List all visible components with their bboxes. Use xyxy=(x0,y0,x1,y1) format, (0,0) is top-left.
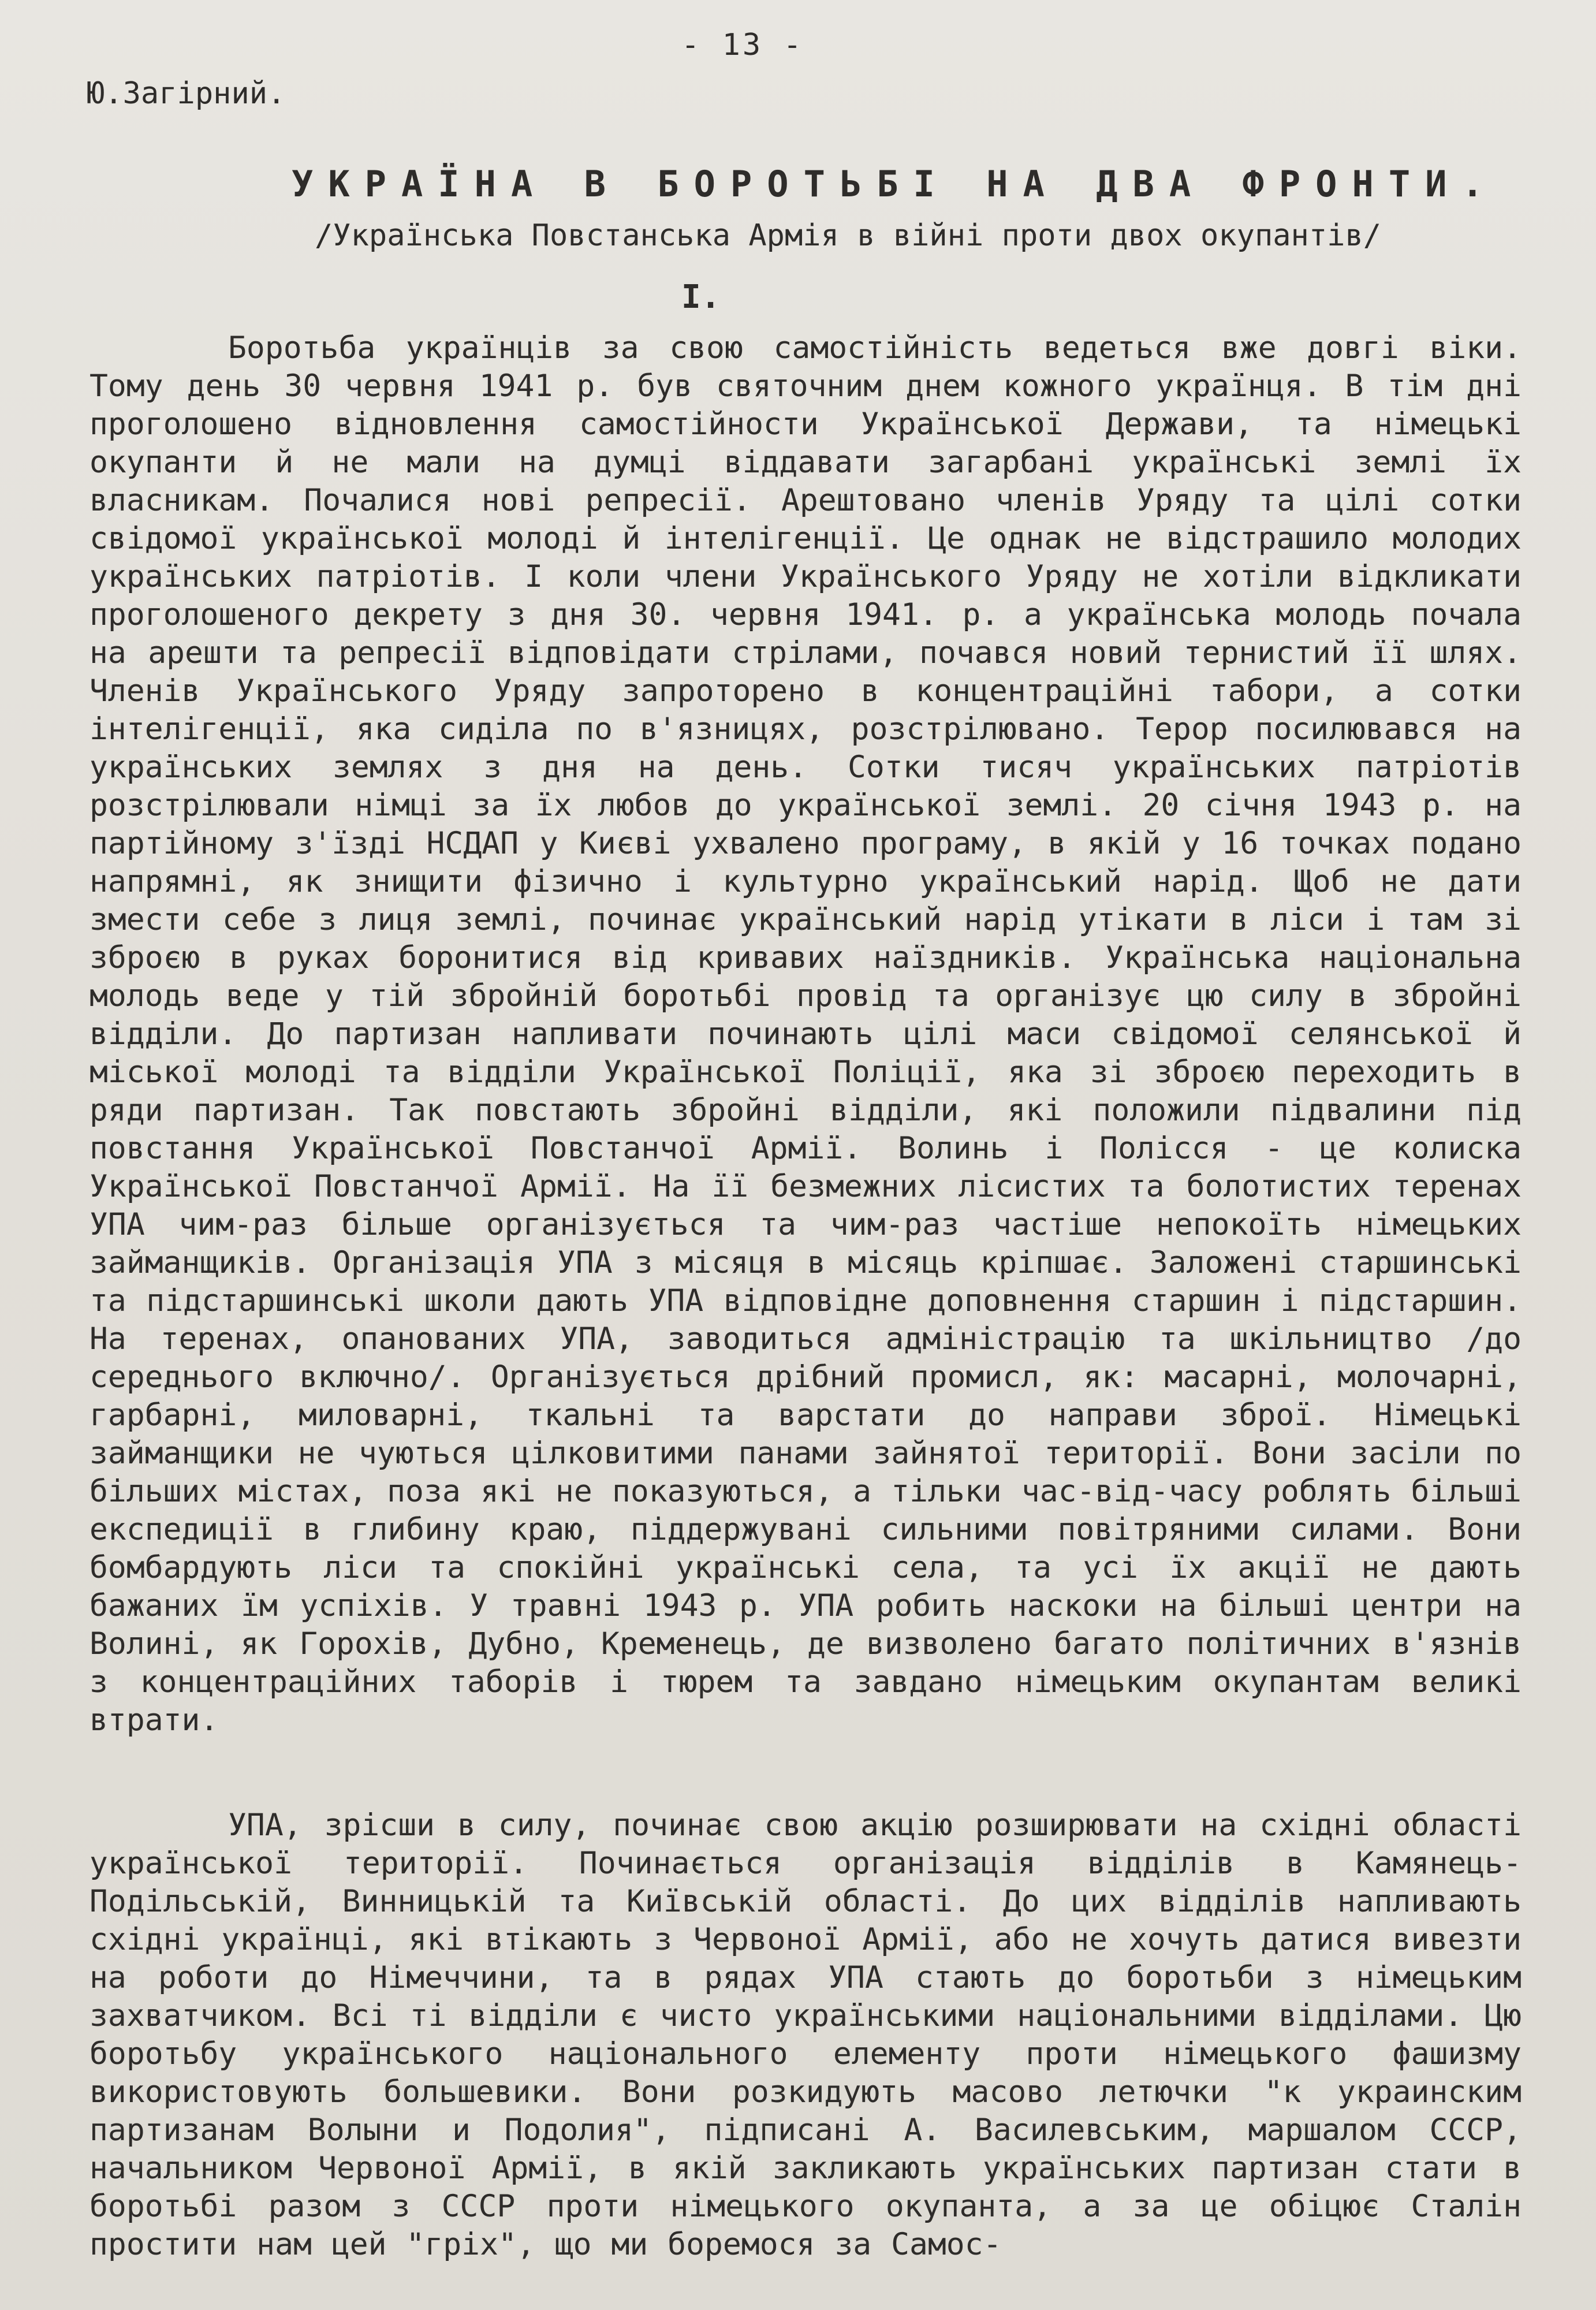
body-paragraph-2 xyxy=(90,1806,1522,2264)
document-title: УКРАЇНА В БОРОТЬБІ НА ДВА ФРОНТИ. xyxy=(292,163,1498,205)
page-number: - 13 - xyxy=(681,28,804,62)
paragraph-text: Боротьба українців за свою самостійність ведеться вже довгі віки. Тому день 30 червня 1941 р. був святочним днем кожного українця. В тім дні проголошено відновлення самостійности Української Держави, та німецькі окупанти й не мали на думці віддавати загарбані українські землі їх власникам. Почалися нові репресії. Арештовано членів Уряду та цілі сотки свідомої української молоді й інтелігенції. Це однак не відстрашило молодих українських патріотів. І коли члени Українського Уряду не хотіли відкликати проголошеного декрету з дня 30. червня 1941. р. а українська молодь почала на арешти та репресії відповідати стрілами, почався новий тернистий її шлях. Членів Українського Уряду запроторено в концентраційні табори, а сотки інтелігенції, яка сиділа по в'язницях, розстрілювано. Терор посилювався на українських землях з дня на день. Сотки тисяч українських патріотів розстрілювали німці за їх любов до української землі. 20 січня 1943 р. на партійному з'їзді НСДАП у Києві ухвалено програму, в якій у 16 точках подано напрямні, як знищити фізично і культурно український нарід. Щоб не дати змести себе з лиця землі, починає український нарід утікати в ліси і там зі зброєю в руках боронитися від кривавих наїздників. Українська національна молодь веде у тій збройній боротьбі провід та організує цю силу в збройні відділи. До партизан напливати починають цілі маси свідомої селянської й міської молоді та відділи Української Поліції, яка зі зброєю переходить в ряди партизан. Так повстають збройні відділи, які положили підвалини під повстання Української Повстанчої Армії. Волинь і Полісся - це колиска Української Повстанчої Армії. На її безмежних лісистих та болотистих теренах УПА чим-раз більше організується та чим-раз частіше непокоїть німецьких займанщиків. Організація УПА з місяця в місяць кріпшає. Заложені старшинські та підстаршинські школи дають УПА відповідне доповнення старшин і підстаршин. На теренах, опанованих УПА, заводиться адміністрацію та шкільництво /до середнього включно/. Організується дрібний промисл, як: масарні, молочарні, гарбарні, миловарні, ткальні та варстати до направи зброї. Німецькі займанщики не чуються цілковитими панами зайнятої території. Вони засіли по більших містах, поза які не показуються, а тільки час-від-часу роблять більші експедиції в глибину краю, піддержувані сильними повітряними силами. Вони бомбардують ліси та спокійні українські села, та усі їх акції не дають бажаних їм успіхів. У травні 1943 р. УПА робить наскоки на більші центри на Волині, як Горохів, Дубно, Кременець, де визволено багато політичних в'язнів з концентраційних таборів і тюрем та завдано німецьким окупантам великі втрати. xyxy=(90,330,1522,1738)
paragraph-text: УПА, зрісши в силу, починає свою акцію розширювати на східні області української території. Починається організація відділів в Камянець-Подільській, Винницькій та Київській області. До цих відділів напливають східні українці, які втікають з Червоної Армії, або не хочуть датися вивезти на роботи до Німеччини, та в рядах УПА стають до боротьби з німецьким захватчиком. Всі ті відділи є чисто українськими національними відділами. Цю боротьбу українського національного елементу проти німецького фашизму використовують большевики. Вони розкидують масово летючки "к украинским партизанам Волыни и Подолия", підписані А. Василевським, маршалом СССР, начальником Червоної Армії, в якій закликають українських партизан стати в боротьбі разом з СССР проти німецького окупанта, а за це обіцює Сталін простити нам цей "гріх", що ми боремося за Самос- xyxy=(90,1808,1522,2262)
document-subtitle: /Українська Повстанська Армія в війні проти двох окупантів/ xyxy=(315,218,1382,253)
section-number: І. xyxy=(681,278,721,316)
author-name: Ю.Загірний. xyxy=(87,76,286,111)
body-paragraph-1 xyxy=(90,329,1522,1739)
